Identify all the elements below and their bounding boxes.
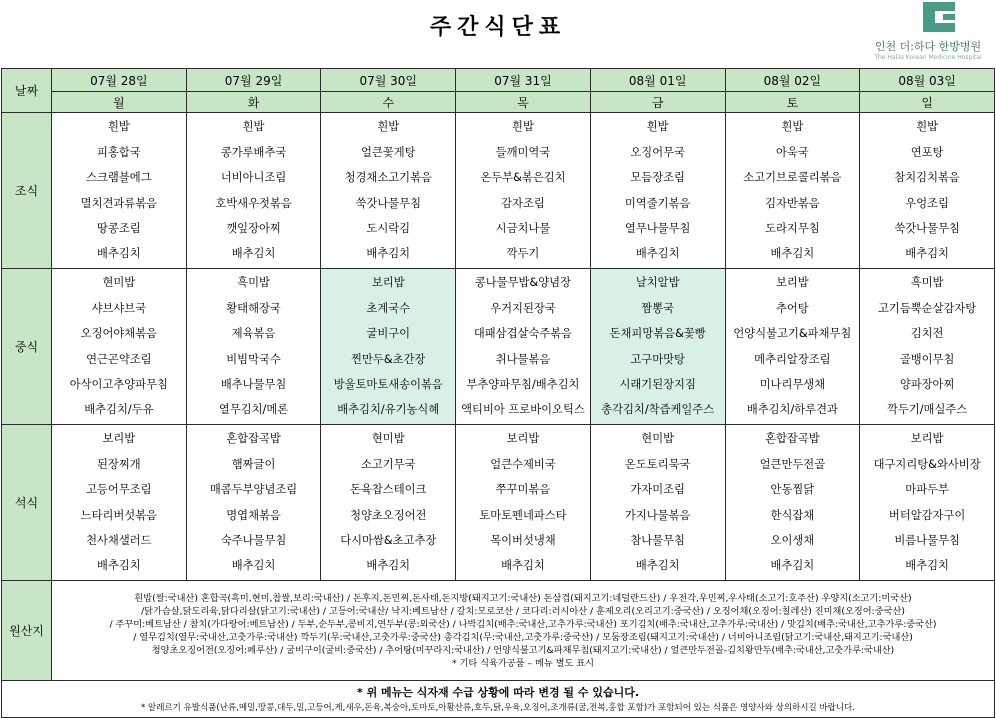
menu-item: 비름나물무침	[894, 533, 960, 547]
menu-item: 들깨미역국	[495, 145, 551, 159]
menu-item: 아욱국	[775, 145, 809, 159]
date-cell: 07월 28일	[52, 69, 187, 92]
menu-item: 흰밥	[242, 120, 265, 134]
menu-item: 고등어무조림	[86, 483, 152, 497]
menu-item: 초계국수	[366, 301, 411, 315]
menu-item: 현미밥	[102, 276, 136, 290]
breakfast-row	[2, 113, 995, 269]
menu-item: 다시마쌈&초고추장	[340, 533, 437, 547]
menu-item: 얼큰수제비국	[490, 457, 556, 471]
menu-item: 참치김치볶음	[894, 171, 960, 185]
menu-item: 혼합잡곡밥	[226, 432, 281, 446]
menu-item: 혼합잡곡밥	[765, 432, 820, 446]
menu-item: 보리밥	[102, 432, 136, 446]
lunch-menu-cell	[590, 269, 725, 425]
menu-item: 모듬장조림	[630, 171, 685, 185]
menu-item: 배추김치	[770, 247, 815, 261]
menu-item: 쑥갓나물무침	[894, 221, 960, 235]
notice-main: * 위 메뉴는 식자재 수급 상황에 따라 변경 될 수 있습니다.	[357, 685, 639, 699]
menu-item: 우거지된장국	[490, 301, 556, 315]
menu-item: 현미밥	[371, 432, 405, 446]
lunch-menu-cell	[321, 269, 456, 425]
menu-item: 배추김치/유기농식혜	[337, 403, 440, 417]
menu-item: 흰밥	[512, 120, 534, 134]
menu-item: 흰밥	[646, 120, 669, 134]
menu-item: 얼큰꽃게탕	[360, 145, 416, 159]
menu-item: 콩가루배추국	[220, 145, 287, 159]
breakfast-menu-cell	[321, 113, 456, 269]
menu-item: 샤브샤브국	[91, 301, 147, 315]
menu-item: 호박새우젓볶음	[215, 196, 292, 210]
menu-item: 골뱅이무침	[899, 352, 955, 366]
menu-item: 짬뽕국	[641, 301, 675, 315]
origin-row	[2, 581, 995, 681]
origin-line: /닭가슴살,닭도리육,닭다리살(닭고기:국내산) / 고등어:국내산/ 낙지:베트남산 / 갈치:모로코산 / 코다리:러시아산 / 훈제오리(오리고기:중국산) / 오징어채(오징어:칠레산) 진미채(오징어:중국산)	[141, 605, 905, 617]
menu-item: 쭈꾸미볶음	[495, 483, 551, 497]
weekday-cell: 목	[456, 92, 591, 113]
dinner-menu-cell	[52, 425, 187, 581]
origin-line: / 열무김치(열무:국내산,고춧가루:국내산) 깍두기(무:국내산,고춧가루:중국산) 총각김치(무:국내산,고춧가루:중국산) / 모둠장조림(돼지고기:국내산) / 너비아니조림(닭고기:국내산,돼지고기:국내산)	[133, 631, 913, 643]
menu-item: 온두부&볶은김치	[480, 171, 566, 185]
menu-item: 현미밥	[641, 432, 675, 446]
date-cell: 08월 03일	[860, 69, 995, 92]
date-cell: 08월 02일	[725, 69, 860, 92]
date-cell: 07월 30일	[321, 69, 456, 92]
lunch-menu-cell	[456, 269, 591, 425]
menu-item: 땅콩조림	[97, 221, 141, 235]
menu-item: 멸치견과류볶음	[80, 196, 158, 210]
notice-box	[2, 681, 995, 718]
menu-item: 흰밥	[107, 120, 130, 134]
menu-item: 배추김치	[635, 559, 680, 573]
menu-item: 아삭이고추양파무침	[69, 377, 168, 391]
weekday-cell: 화	[186, 92, 321, 113]
dinner-row	[2, 425, 995, 581]
menu-item: 가자미조림	[630, 483, 685, 497]
menu-item: 우엉조림	[905, 196, 949, 210]
menu-item: 얼큰만두전골	[759, 457, 826, 471]
weekday-cell: 월	[52, 92, 187, 113]
menu-item: 배추김치	[635, 247, 680, 261]
menu-item: 열무나물무침	[624, 221, 691, 235]
lunch-menu-cell	[52, 269, 187, 425]
menu-item: 명엽채볶음	[226, 508, 281, 522]
menu-item: 흰밥	[377, 120, 400, 134]
menu-item: 흰밥	[781, 120, 804, 134]
dinner-menu-cell	[186, 425, 321, 581]
date-cell: 07월 29일	[186, 69, 321, 92]
menu-item: 보리밥	[910, 432, 944, 446]
dinner-menu-cell	[456, 425, 591, 581]
menu-item: 소고기무국	[360, 457, 416, 471]
menu-item: 도라지무침	[765, 221, 820, 235]
breakfast-menu-cell	[590, 113, 725, 269]
menu-item: 오징어야채볶음	[80, 327, 158, 341]
menu-item: 배추김치	[231, 247, 276, 261]
menu-item: 메추리알장조림	[754, 352, 831, 366]
menu-item: 돈육찹스테이크	[350, 483, 427, 497]
menu-item: 숙주나물무침	[220, 533, 287, 547]
weekday-cell: 일	[860, 92, 995, 113]
lunch-label: 중식	[2, 269, 52, 425]
origin-label: 원산지	[2, 581, 52, 681]
menu-item: 가지나물볶음	[624, 508, 691, 522]
menu-item: 참나물무침	[630, 533, 685, 547]
menu-item: 취나물볶음	[495, 352, 551, 366]
notice-allergy: * 알레르기 유발식품(난류,메밀,땅콩,대두,밀,고등어,게,새우,돈육,복숭아,토마토,아황산류,호두,닭,우육,오징어,조개류(굴,전복,홍합 포함)가 포함되어 있는 식품은 영양사와 상의하시길 바랍니다.	[141, 702, 855, 713]
menu-item: 된장찌개	[97, 457, 141, 471]
origin-info	[52, 581, 995, 681]
menu-item: 연포탕	[910, 145, 944, 159]
menu-item: 배추김치	[97, 559, 141, 573]
menu-item: 고구마맛탕	[630, 352, 685, 366]
breakfast-menu-cell	[860, 113, 995, 269]
menu-item: 김치전	[910, 327, 944, 341]
menu-item: 찐만두&초간장	[351, 352, 426, 366]
breakfast-label: 조식	[2, 113, 52, 269]
hospital-logo	[868, 2, 988, 64]
menu-item: 총각김치/착즙케일주스	[601, 403, 715, 417]
menu-item: 버터알감자구이	[888, 508, 966, 522]
menu-item: 매콤두부양념조림	[209, 483, 298, 497]
menu-item: 보리밥	[506, 432, 540, 446]
menu-item: 배추김치/두유	[84, 403, 154, 417]
breakfast-menu-cell	[186, 113, 321, 269]
menu-item: 액티비아 프로바이오틱스	[461, 403, 585, 417]
menu-item: 청양초오징어전	[350, 508, 427, 522]
lunch-row	[2, 269, 995, 425]
dinner-label: 석식	[2, 425, 52, 581]
weekday-cell: 토	[725, 92, 860, 113]
menu-item: 토마토펜네파스타	[479, 508, 567, 522]
menu-item: 오징어무국	[630, 145, 685, 159]
menu-item: 언양식불고기&파채무침	[733, 327, 852, 341]
menu-item: 시금치나물	[495, 221, 551, 235]
dinner-menu-cell	[860, 425, 995, 581]
menu-item: 깍두기/매실주스	[887, 403, 968, 417]
menu-item: 콩나물무밥&양념장	[474, 276, 572, 290]
lunch-menu-cell	[186, 269, 321, 425]
menu-item: 부추양파무침/배추김치	[466, 377, 580, 391]
menu-item: 배추김치	[770, 559, 815, 573]
page-title: 주간식단표	[429, 15, 567, 40]
menu-item: 배추김치	[97, 247, 141, 261]
menu-item: 너비아니조림	[220, 171, 287, 185]
menu-item: 피홍합국	[97, 145, 141, 159]
menu-item: 안동찜닭	[770, 483, 815, 497]
weekday-cell: 수	[321, 92, 456, 113]
menu-item: 햄짜글이	[231, 457, 276, 471]
menu-item: 청경채소고기볶음	[344, 171, 432, 185]
date-header: 날짜	[2, 69, 52, 113]
menu-item: 천사채샐러드	[86, 533, 152, 547]
menu-item: 흑미밥	[910, 276, 944, 290]
menu-item: 김자반볶음	[765, 196, 820, 210]
menu-item: 연근곤약조림	[86, 352, 152, 366]
menu-item: 마파두부	[905, 483, 949, 497]
logo-mark-icon	[923, 2, 955, 32]
menu-item: 배추김치	[501, 559, 545, 573]
dinner-menu-cell	[725, 425, 860, 581]
menu-item: 깍두기	[506, 247, 540, 261]
menu-item: 흰밥	[916, 120, 939, 134]
notice-row	[2, 681, 995, 718]
menu-item: 배추나물무침	[220, 377, 287, 391]
menu-item: 추어탕	[775, 301, 809, 315]
lunch-menu-cell	[725, 269, 860, 425]
menu-item: 돈채피망볶음&꽃빵	[609, 327, 706, 341]
dinner-menu-cell	[321, 425, 456, 581]
menu-item: 배추김치	[366, 247, 411, 261]
menu-item: 느타리버섯볶음	[80, 508, 158, 522]
origin-line: / 주꾸미:베트남산 / 참치(가다랑어:베트남산) / 두부,순두부,콩비지,연두부(콩:외국산) / 나박김치(배추:국내산,고추가루:국내산) 포기김치(배추:국내산,고추가루:국내산) / 맛김치(배추:국내산,고추가루:중국산)	[109, 618, 937, 630]
menu-item: 시래기된장지짐	[619, 377, 696, 391]
menu-item: 굴비구이	[366, 327, 411, 341]
menu-item: 오이생채	[770, 533, 815, 547]
menu-item: 열무김치/메론	[218, 403, 289, 417]
menu-item: 고기듬뿍순살감자탕	[878, 301, 977, 315]
menu-item: 미역줄기볶음	[624, 196, 691, 210]
lunch-menu-cell	[860, 269, 995, 425]
menu-item: 제육볶음	[231, 327, 276, 341]
menu-item: 배추김치	[905, 247, 949, 261]
menu-item: 방울토마토새송이볶음	[333, 377, 443, 391]
menu-item: 대구지리탕&와사비장	[873, 457, 981, 471]
dinner-menu-cell	[590, 425, 725, 581]
menu-item: 스크램블에그	[86, 171, 152, 185]
date-cell: 08월 01일	[590, 69, 725, 92]
menu-item: 배추김치	[905, 559, 949, 573]
weekly-menu-table	[1, 68, 995, 718]
date-cell: 07월 31일	[456, 69, 591, 92]
menu-item: 감자조림	[501, 196, 545, 210]
breakfast-menu-cell	[52, 113, 187, 269]
menu-item: 배추김치	[366, 559, 411, 573]
menu-item: 도시락김	[366, 221, 411, 235]
origin-line: 청양초오징어전(오징어:페루산) / 굴비구이(굴비:중국산) / 추어탕(미꾸라지:국내산) / 언양식불고기&파채무침(돼지고기:국내산) / 얼큰만두전골-김치왕만두(배추:국내산,고춧가루:국내산)	[151, 644, 895, 656]
menu-item: 날치알밥	[635, 276, 680, 290]
menu-item: 대패삼겹살숙주볶음	[473, 327, 573, 341]
origin-line: 흰밥(쌀:국내산) 혼합곡(흑미,현미,찹쌀,보리:국내산) / 돈후지,돈민찌,돈사태,돈지방(돼지고기:국내산) 돈삼겹(돼지고기:네덜란드산) / 우전각,우민찌,우사태(소고기:호주산) 우양지(소고기:미국산)	[134, 592, 912, 604]
breakfast-menu-cell	[725, 113, 860, 269]
weekday-cell: 금	[590, 92, 725, 113]
menu-item: 흑미밥	[237, 276, 270, 290]
menu-item: 황태해장국	[226, 301, 281, 315]
logo-name: 인천 더:하다 한방병원	[874, 40, 982, 53]
menu-item: 미나리무생채	[759, 377, 826, 391]
menu-item: 보리밥	[775, 276, 809, 290]
menu-item: 소고기브로콜리볶음	[743, 171, 842, 185]
breakfast-menu-cell	[456, 113, 591, 269]
menu-item: 비빔막국수	[226, 352, 281, 366]
logo-subtitle: The HaDa Korean Medicine Hospital	[874, 54, 982, 61]
origin-line: * 기타 식육가공품 – 메뉴 별도 표시	[451, 657, 595, 669]
menu-item: 깻잎장아찌	[226, 221, 281, 235]
menu-item: 양파장아찌	[899, 377, 955, 391]
menu-item: 배추김치	[231, 559, 276, 573]
weekday-row	[2, 92, 995, 113]
menu-item: 온도토리묵국	[624, 457, 691, 471]
menu-item: 보리밥	[371, 276, 405, 290]
menu-item: 배추김치/하루견과	[746, 403, 838, 417]
menu-item: 목이버섯냉채	[490, 533, 556, 547]
menu-item: 한식잡채	[770, 508, 815, 522]
date-row	[2, 69, 995, 92]
menu-item: 쑥갓나물무침	[355, 196, 421, 210]
